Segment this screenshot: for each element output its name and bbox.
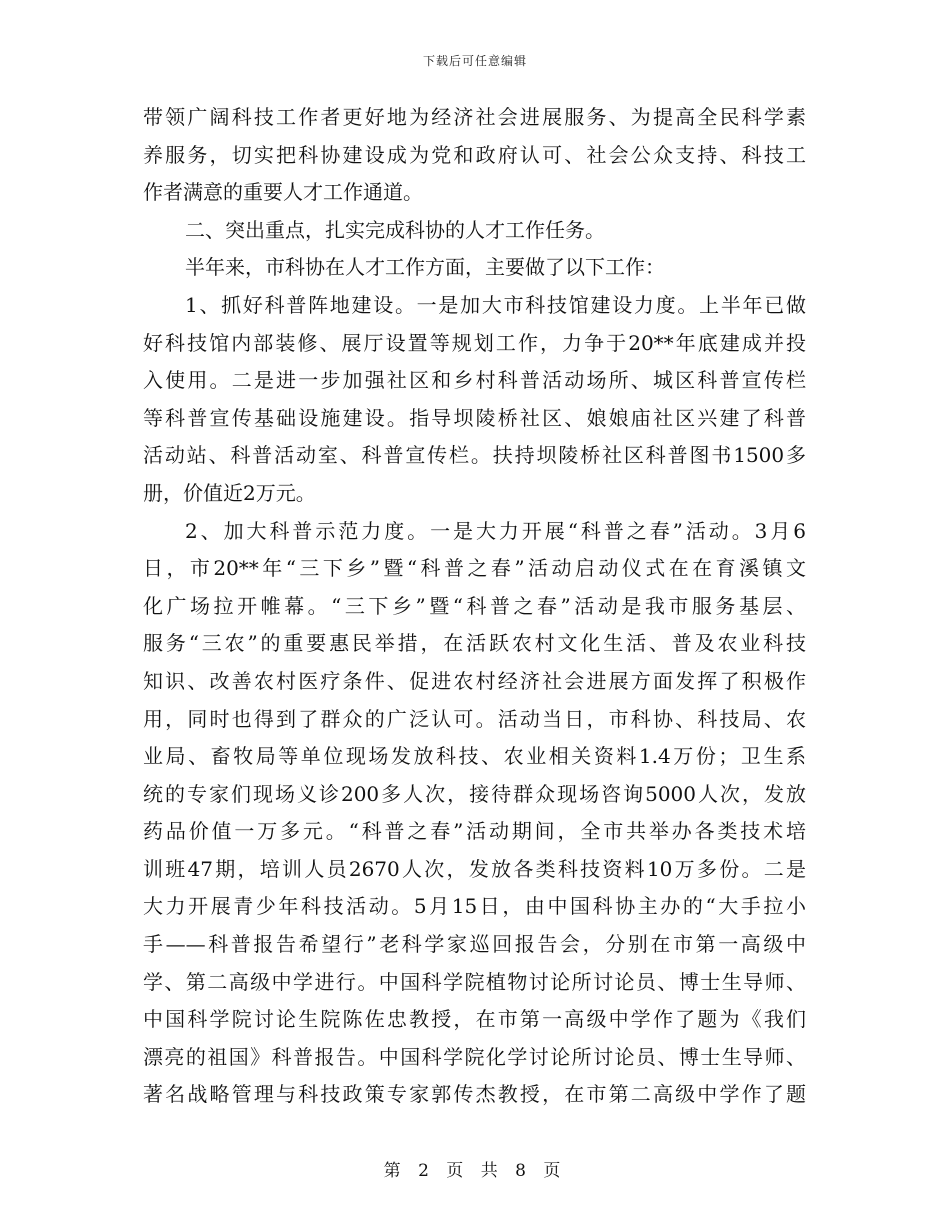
text-line: 1、抓好科普阵地建设。一是加大市科技馆建设力度。上半年已做 [185, 292, 806, 317]
text-line: 2、加大科普示范力度。一是大力开展“科普之春”活动。3月6 [185, 518, 806, 543]
text-line: 药品价值一万多元。“科普之春”活动期间，全市共举办各类技术培 [143, 819, 806, 844]
text-line: 活动站、科普活动室、科普宣传栏。扶持坝陵桥社区科普图书1500多 [143, 443, 806, 468]
page-number: 第 2 页 共 8 页 [383, 1161, 567, 1181]
text-line: 漂亮的祖国》科普报告。中国科学院化学讨论所讨论员、博士生导师、 [143, 1044, 806, 1069]
text-line: 好科技馆内部装修、展厅设置等规划工作，力争于20**年底建成并投 [143, 330, 806, 355]
text-line: 作者满意的重要人才工作通道。 [143, 180, 423, 205]
text-line: 学、第二高级中学进行。中国科学院植物讨论所讨论员、博士生导师、 [143, 969, 806, 994]
text-line: 服务“三农”的重要惠民举措，在活跃农村文化生活、普及农业科技 [143, 631, 806, 656]
text-line: 知识、改善农村医疗条件、促进农村经济社会进展方面发挥了积极作 [143, 668, 806, 693]
text-line: 手——科普报告希望行”老科学家巡回报告会，分别在市第一高级中 [143, 932, 806, 957]
page-header: 下载后可任意编辑 [422, 54, 527, 68]
section-heading: 二、突出重点，扎实完成科协的人才工作任务。 [185, 217, 605, 242]
text-line: 大力开展青少年科技活动。5月15日，由中国科协主办的“大手拉小 [143, 894, 806, 919]
document-body [143, 99, 806, 1114]
text-line: 半年来，市科协在人才工作方面，主要做了以下工作： [185, 255, 665, 280]
text-line: 册，价值近2万元。 [143, 480, 316, 505]
text-line: 带领广阔科技工作者更好地为经济社会进展服务、为提高全民科学素 [143, 105, 806, 129]
text-line: 著名战略管理与科技政策专家郭传杰教授，在市第二高级中学作了题 [143, 1082, 806, 1107]
text-line: 中国科学院讨论生院陈佐忠教授，在市第一高级中学作了题为《我们 [143, 1007, 806, 1032]
text-line: 化广场拉开帷幕。“三下乡”暨“科普之春”活动是我市服务基层、 [143, 593, 806, 618]
text-line: 训班47期，培训人员2670人次，发放各类科技资料10万多份。二是 [143, 856, 806, 881]
text-line: 业局、畜牧局等单位现场发放科技、农业相关资料1.4万份；卫生系 [143, 744, 806, 769]
text-line: 入使用。二是进一步加强社区和乡村科普活动场所、城区科普宣传栏 [143, 368, 806, 393]
text-line: 养服务，切实把科协建设成为党和政府认可、社会公众支持、科技工 [143, 142, 806, 167]
text-line: 日，市20**年“三下乡”暨“科普之春”活动启动仪式在在育溪镇文 [143, 556, 806, 581]
text-line: 等科普宣传基础设施建设。指导坝陵桥社区、娘娘庙社区兴建了科普 [143, 405, 806, 430]
text-line: 统的专家们现场义诊200多人次，接待群众现场咨询5000人次，发放 [143, 781, 806, 806]
text-line: 用，同时也得到了群众的广泛认可。活动当日，市科协、科技局、农 [143, 706, 806, 731]
